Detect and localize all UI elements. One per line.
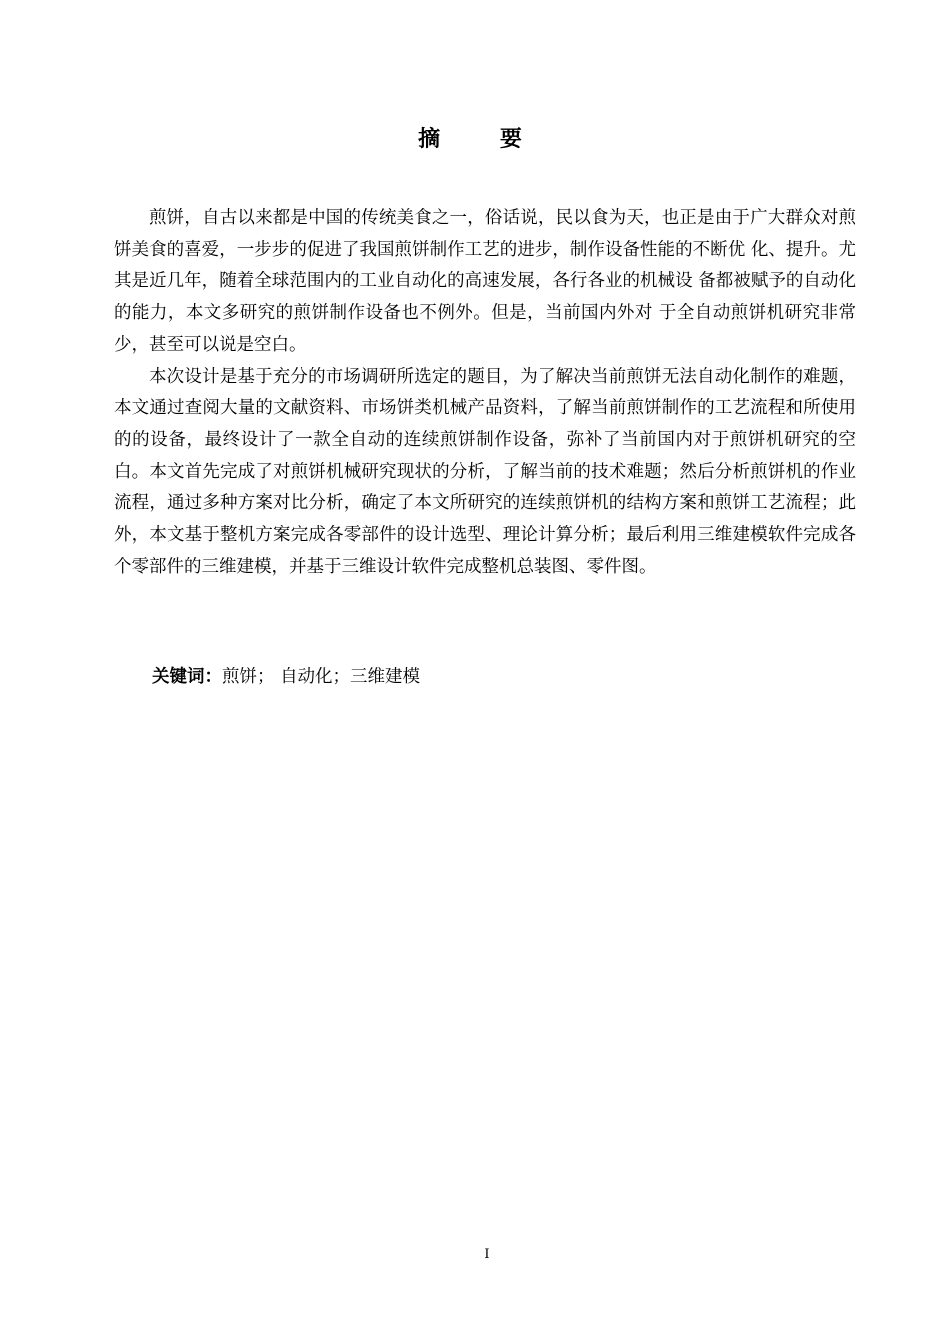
abstract-body (114, 203, 856, 583)
abstract-paragraph-1: 煎饼，自古以来都是中国的传统美食之一，俗话说，民以食为天，也正是由于广大群众对煎饼美食的喜爱，一步步的促进了我国煎饼制作工艺的进步，制作设备性能的不断优 化、提升。尤其是近几年，随着全球范围内的工业自动化的高速发展，各行各业的机械设 备都被赋予的自动化的能力，本文多研究的煎饼制作设备也不例外。但是，当前国内外对 于全自动煎饼机研究非常少，甚至可以说是空白。 (114, 208, 856, 355)
keywords-line (152, 662, 420, 693)
keywords-label: 关键词： (152, 667, 222, 687)
keywords-value: 煎饼； 自动化；三维建模 (222, 667, 421, 687)
abstract-title: 摘 要 (418, 126, 548, 152)
abstract-paragraph-2: 本次设计是基于充分的市场调研所选定的题目，为了解决当前煎饼无法自动化制作的难题，本文通过查阅大量的文献资料、市场饼类机械产品资料，了解当前煎饼制作的工艺流程和所使用的的设备，最终设计了一款全自动的连续煎饼制作设备，弥补了当前国内对于煎饼机研究的空白。本文首先完成了对煎饼机械研究现状的分析，了解当前的技术难题；然后分析煎饼机的作业流程，通过多种方案对比分析，确定了本文所研究的连续煎饼机的结构方案和煎饼工艺流程；此外，本文基于整机方案完成各零部件的设计选型、理论计算分析；最后利用三维建模软件完成各个零部件的三维建模，并基于三维设计软件完成整机总装图、零件图。 (114, 366, 856, 577)
page-number: I (484, 1247, 490, 1262)
